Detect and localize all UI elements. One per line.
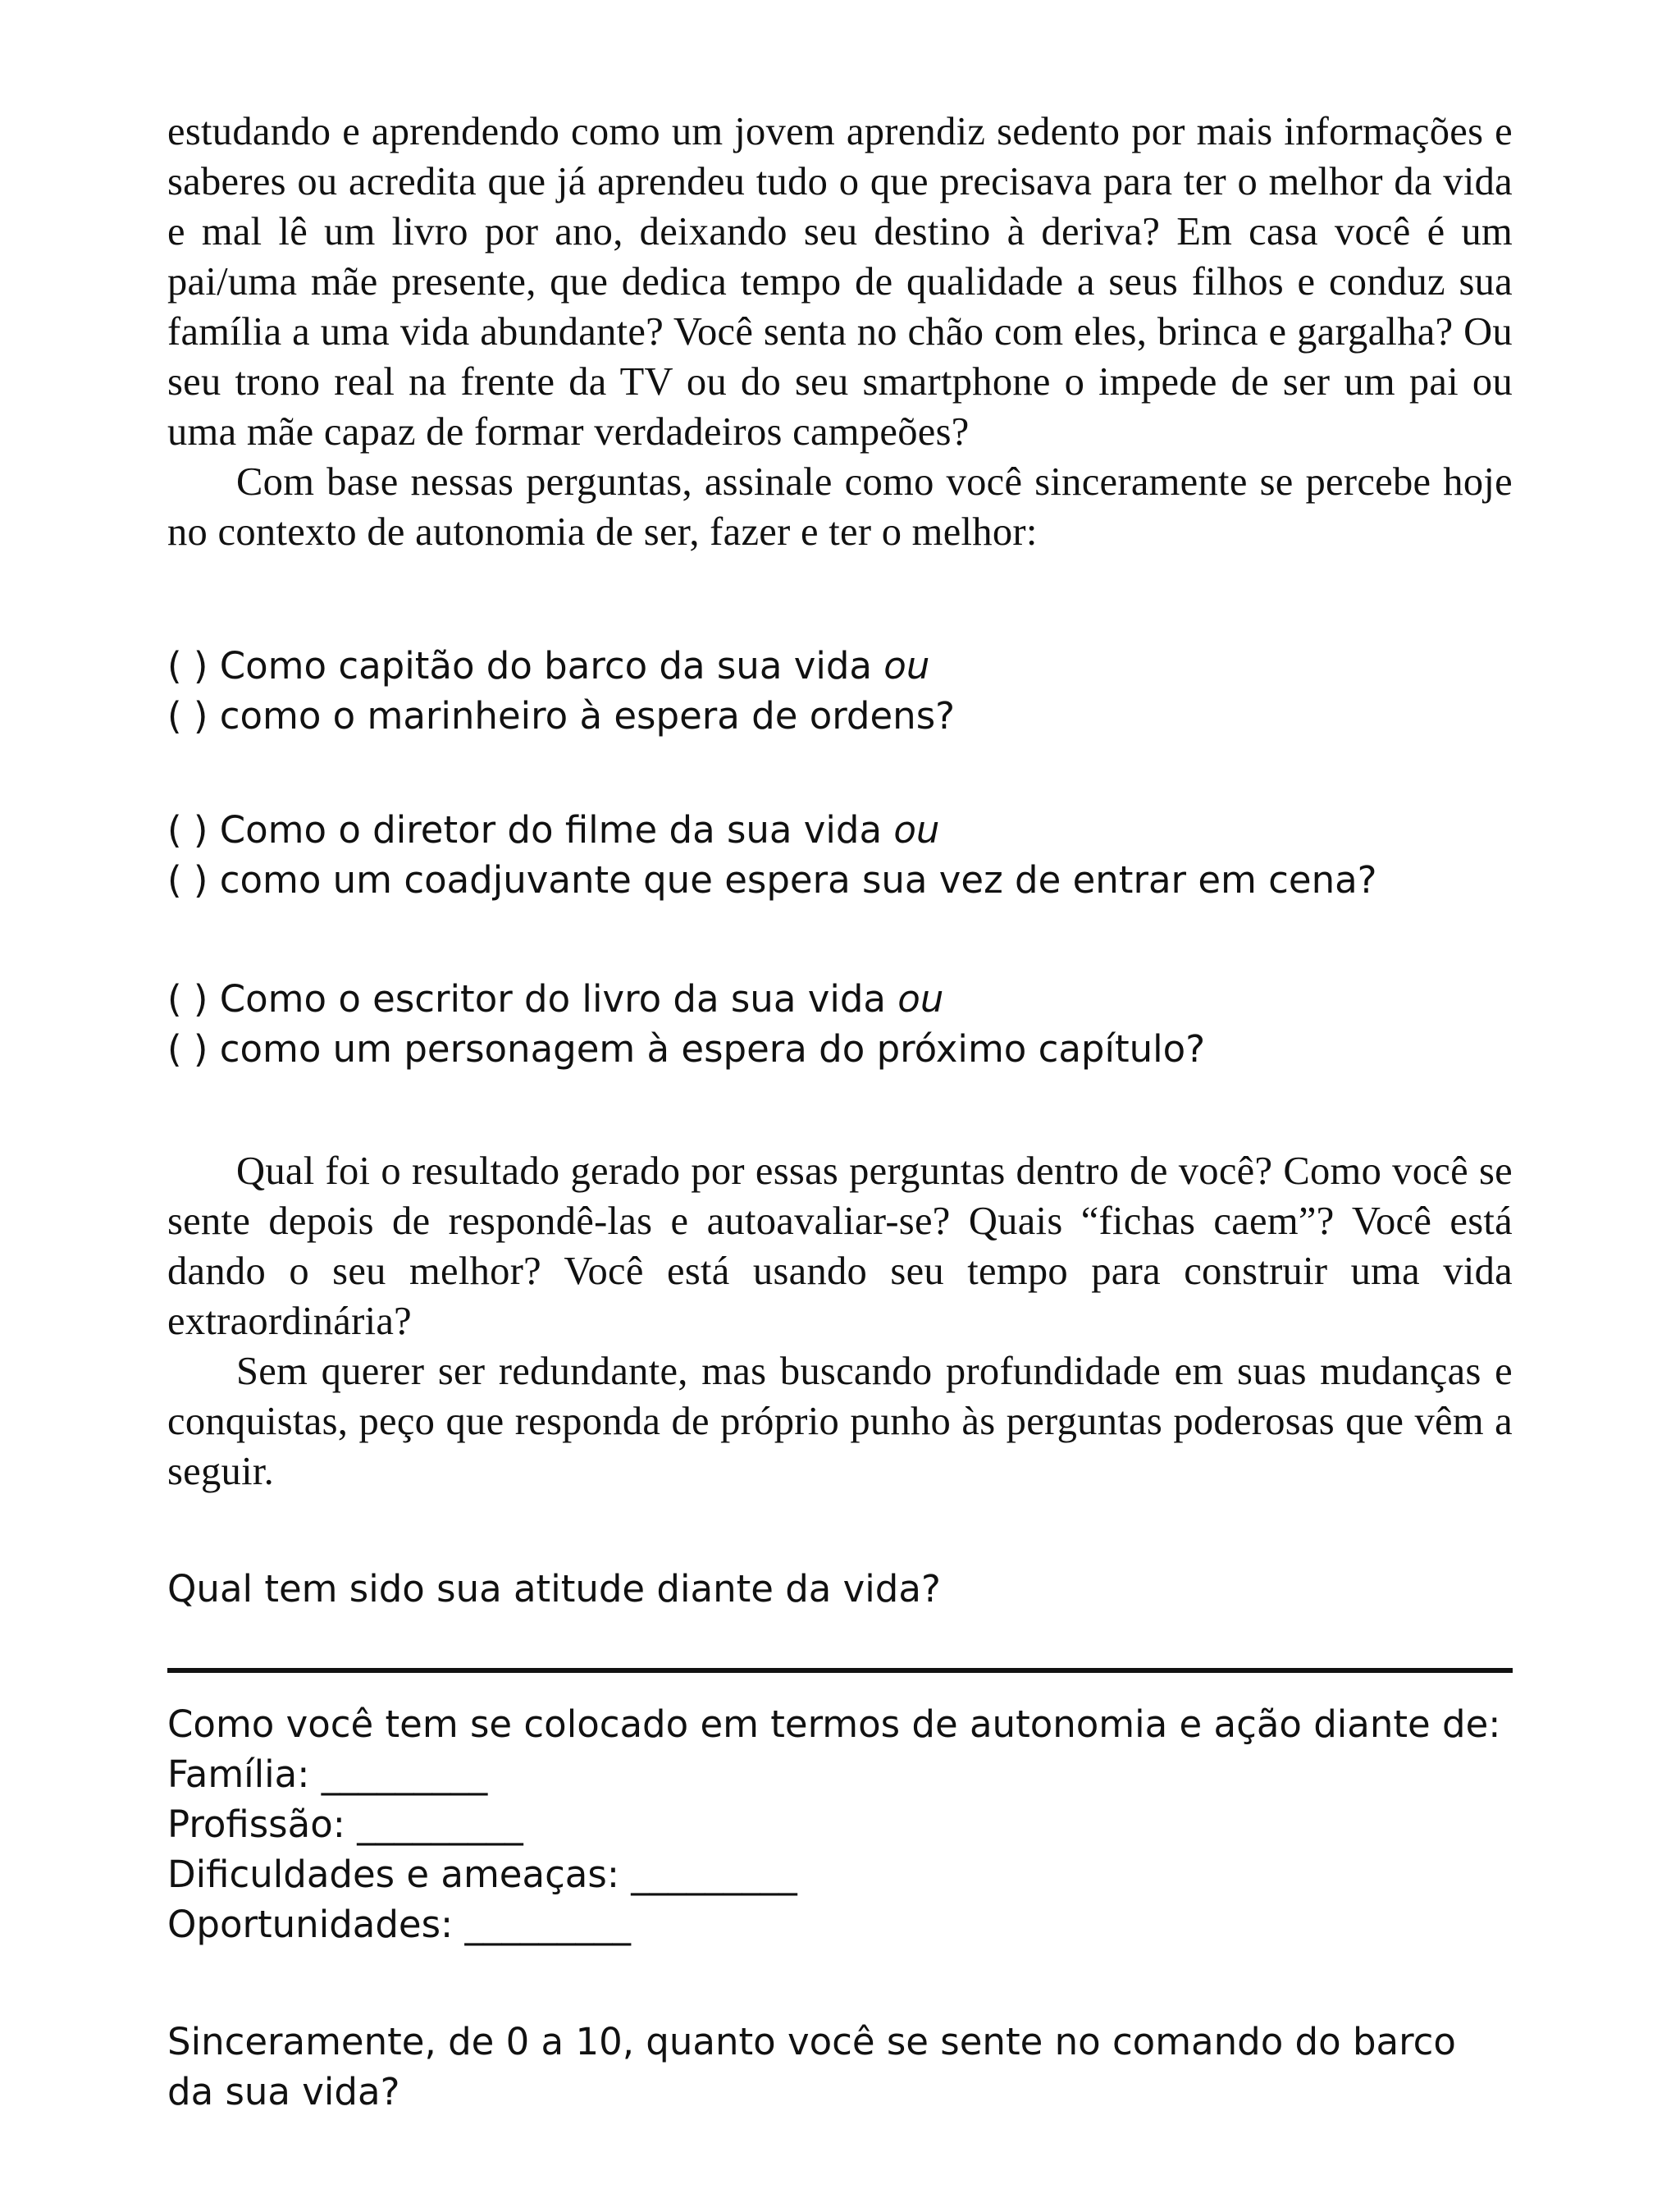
choice-option-b: ( ) como um personagem à espera do próximo capítulo? [167,1027,1206,1071]
choice-group-1 [167,641,1513,741]
body-paragraph-1: estudando e aprendendo como um jovem aprendiz sedento por mais informações e saberes ou acredita que já aprendeu tudo o que precisava para ter o melhor da vida e mal lê um livro por ano, deixando seu destino à deriva? Em casa você é um pai/uma mãe presente, que dedica tempo de qualidade a seus filhos e conduz sua família a uma vida abundante? Você senta no chão com eles, brinca e gargalha? Ou seu trono real na frente da TV ou do seu smartphone o impede de ser um pai ou uma mãe capaz de formar verdadeiros campeões? [167,110,1513,454]
choice-option-a: ( ) Como o escritor do livro da sua vida ou [167,977,944,1021]
choice-or: ou [897,977,944,1021]
autonomy-item-dificuldades: Dificuldades e ameaças: _________ [167,1853,797,1896]
question-attitude: Qual tem sido sua atitude diante da vida? [167,1567,941,1611]
body-paragraph-2: Com base nessas perguntas, assinale como você sinceramente se percebe hoje no contexto de autonomia de ser, fazer e ter o melhor: [167,460,1513,554]
autonomy-item-familia: Família: _________ [167,1752,488,1796]
choice-group-3 [167,974,1513,1074]
question-autonomy: Como você tem se colocado em termos de autonomia e ação diante de: [167,1702,1501,1746]
autonomy-item-profissao: Profissão: _________ [167,1803,523,1846]
autonomy-item-oportunidades: Oportunidades: _________ [167,1903,632,1946]
document-page [167,107,1513,2117]
autonomy-block [167,1699,1513,1949]
choice-option-a: ( ) Como capitão do barco da sua vida ou [167,644,930,688]
question-scale: Sinceramente, de 0 a 10, quanto você se sente no comando do barco da sua vida? [167,2020,1456,2113]
choice-or: ou [893,808,940,852]
choice-or: ou [883,644,930,688]
answer-line [167,1668,1513,1673]
choice-option-b: ( ) como o marinheiro à espera de ordens? [167,694,956,738]
choice-option-a: ( ) Como o diretor do filme da sua vida ou [167,808,940,852]
body-paragraph-3: Qual foi o resultado gerado por essas perguntas dentro de você? Como você se sente depois de respondê-las e autoavaliar-se? Quais “fichas caem”? Você está dando o seu melhor? Você está usando seu tempo para construir uma vida extraordinária? [167,1149,1513,1343]
choice-option-b: ( ) como um coadjuvante que espera sua vez de entrar em cena? [167,858,1377,902]
body-paragraph-4: Sem querer ser redundante, mas buscando profundidade em suas mudanças e conquistas, peço que responda de próprio punho às perguntas poderosas que vêm a seguir. [167,1350,1513,1493]
choice-group-2 [167,805,1513,905]
